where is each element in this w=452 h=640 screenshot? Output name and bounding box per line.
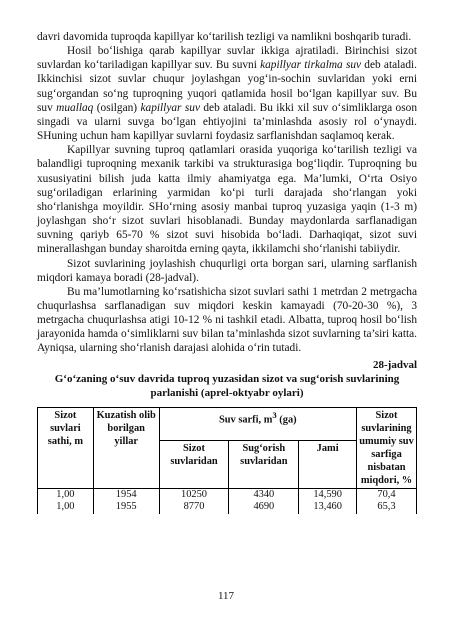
cell-year: 1954 (93, 488, 159, 501)
header-share: Sizot suvlarining umumiy suv sarfiga nisbatan miqdori, % (357, 407, 417, 488)
cell-irrigation: 4340 (229, 488, 299, 501)
cell-irrigation: 4690 (229, 501, 299, 514)
text-run: deb ataladi. Ikkinchisi sizot suvlar chuqur joylashgan yog‘in-sochin suvlaridan yoki erni sug‘organdan so‘ng tuproqning yuqori qatlamida hosil bo‘lgan kapillyar suv. Bu suv (37, 59, 417, 114)
paragraph (37, 257, 417, 285)
text-run: Bu ma’lumotlarning ko‘rsatishicha sizot suvlari sathi 1 metrdan 2 metrgacha chuqurlashsa sarflanadigan suv miqdori keskin kamayadi (70-20-30 %), 3 metrgacha chuqurlashsa atigi 10-12 % ni tashkil etadi. Albatta, tuproq hosil bo‘lish jarayonida hamda o‘simliklarni suv bilan ta’minlashda sizot suvlarning ta’siri katta. Ayniqsa, ularning sho‘rlanish darajasi alohida o‘rin tutadi. (37, 285, 417, 355)
header-water-level: Sizot suvlari sathi, m (38, 407, 94, 488)
table-title (37, 372, 417, 400)
text-run: davri davomida tuproqda kapillyar ko‘tarilish tezligi va namlikni boshqarib turadi. (37, 31, 412, 43)
cell-groundwater: 10250 (159, 488, 229, 501)
cell-share: 65,3 (357, 501, 417, 514)
document-page (37, 30, 417, 514)
text-run: Sizot suvlarining joylashish chuqurligi orta borgan sari, ularning sarflanish miqdori kamaya boradi (28-jadval). (37, 257, 417, 284)
cell-water-level: 1,00 (38, 501, 94, 514)
cell-total: 13,460 (299, 501, 357, 514)
cell-share: 70,4 (357, 488, 417, 501)
table-body (38, 488, 417, 514)
text-run: Hosil bo‘lishiga qarab kapillyar suvlar ikkiga ajratiladi. Birinchisi sizot suvlardan ko‘tariladigan kapillyar suv. Bu suvni (37, 45, 417, 72)
page-number: 117 (217, 590, 235, 602)
text-run: (osilgan) (93, 101, 141, 114)
header-total: Jami (299, 441, 357, 489)
table-row (38, 501, 417, 514)
header-water-use-group (159, 407, 356, 441)
table-title-line-2: parlanishi (aprel-oktyabr oylari) (150, 386, 304, 399)
italic-term: muallaq (56, 101, 94, 114)
header-water-use-sup: 3 (272, 409, 277, 420)
text-run: deb ataladi. Bu ikki xil suv o‘simliklarga oson singadi va ularni suvga bo‘lgan ehtiyojini ta’minlashda asosiy rol o‘ynaydi. SHuning uchun ham kapillyar suvlarni foydasiz sarflanishdan saqlamoq kerak. (37, 101, 417, 143)
paragraph (37, 285, 417, 356)
table-title-line-1: G‘o‘zaning o‘suv davrida tuproq yuzasidan sizot va sug‘orish suvlarining (54, 372, 400, 385)
header-water-use-unit: (ga) (276, 414, 297, 426)
cell-water-level: 1,00 (38, 488, 94, 501)
header-irrigation: Sug‘orish suvlaridan (229, 441, 299, 489)
table-number: 28-jadval (373, 358, 417, 371)
cell-groundwater: 8770 (159, 501, 229, 514)
body-text (37, 30, 417, 356)
header-years: Kuzatish olib borilgan yillar (93, 407, 159, 488)
italic-term: kapillyar tirkalma suv (260, 59, 362, 72)
text-run: Kapillyar suvning tuproq qatlamlari orasida yuqoriga ko‘tarilish tezligi va balandligi tuproqning mexanik tarkibi va strukturasiga bog‘liqdir. Tuproqning bu xususiyatini bilish juda katta ilmiy ahamiyatga ega. Ma’lumki, O‘rta Osiyo sug‘oriladigan erlarining yarmidan ko‘pi turli darajada sho‘rlangan yoki sho‘rlanishga moyildir. SHo‘rning asosiy manbai tuproq yuzasiga yaqin (1-3 m) joylashgan sho‘r sizot suvlari hisoblanadi. Bunday maydonlarda sarflanadigan suvning qariyb 65-70 % sizot suvi hisobida bo‘ladi. Darhaqiqat, sizot suvi minerallashgan bunday sharoitda erning qayta, ikkilamchi sho‘rlanishi tabiiydir. (37, 144, 417, 256)
paragraph (37, 143, 417, 256)
paragraph (37, 44, 417, 143)
cell-year: 1955 (93, 501, 159, 514)
paragraph (37, 30, 417, 44)
italic-term: kapillyar suv (140, 101, 200, 114)
table-row (38, 488, 417, 501)
header-groundwater: Sizot suvlaridan (159, 441, 229, 489)
cell-total: 14,590 (299, 488, 357, 501)
header-water-use-text: Suv sarfi, m (218, 414, 273, 426)
data-table (37, 407, 417, 514)
